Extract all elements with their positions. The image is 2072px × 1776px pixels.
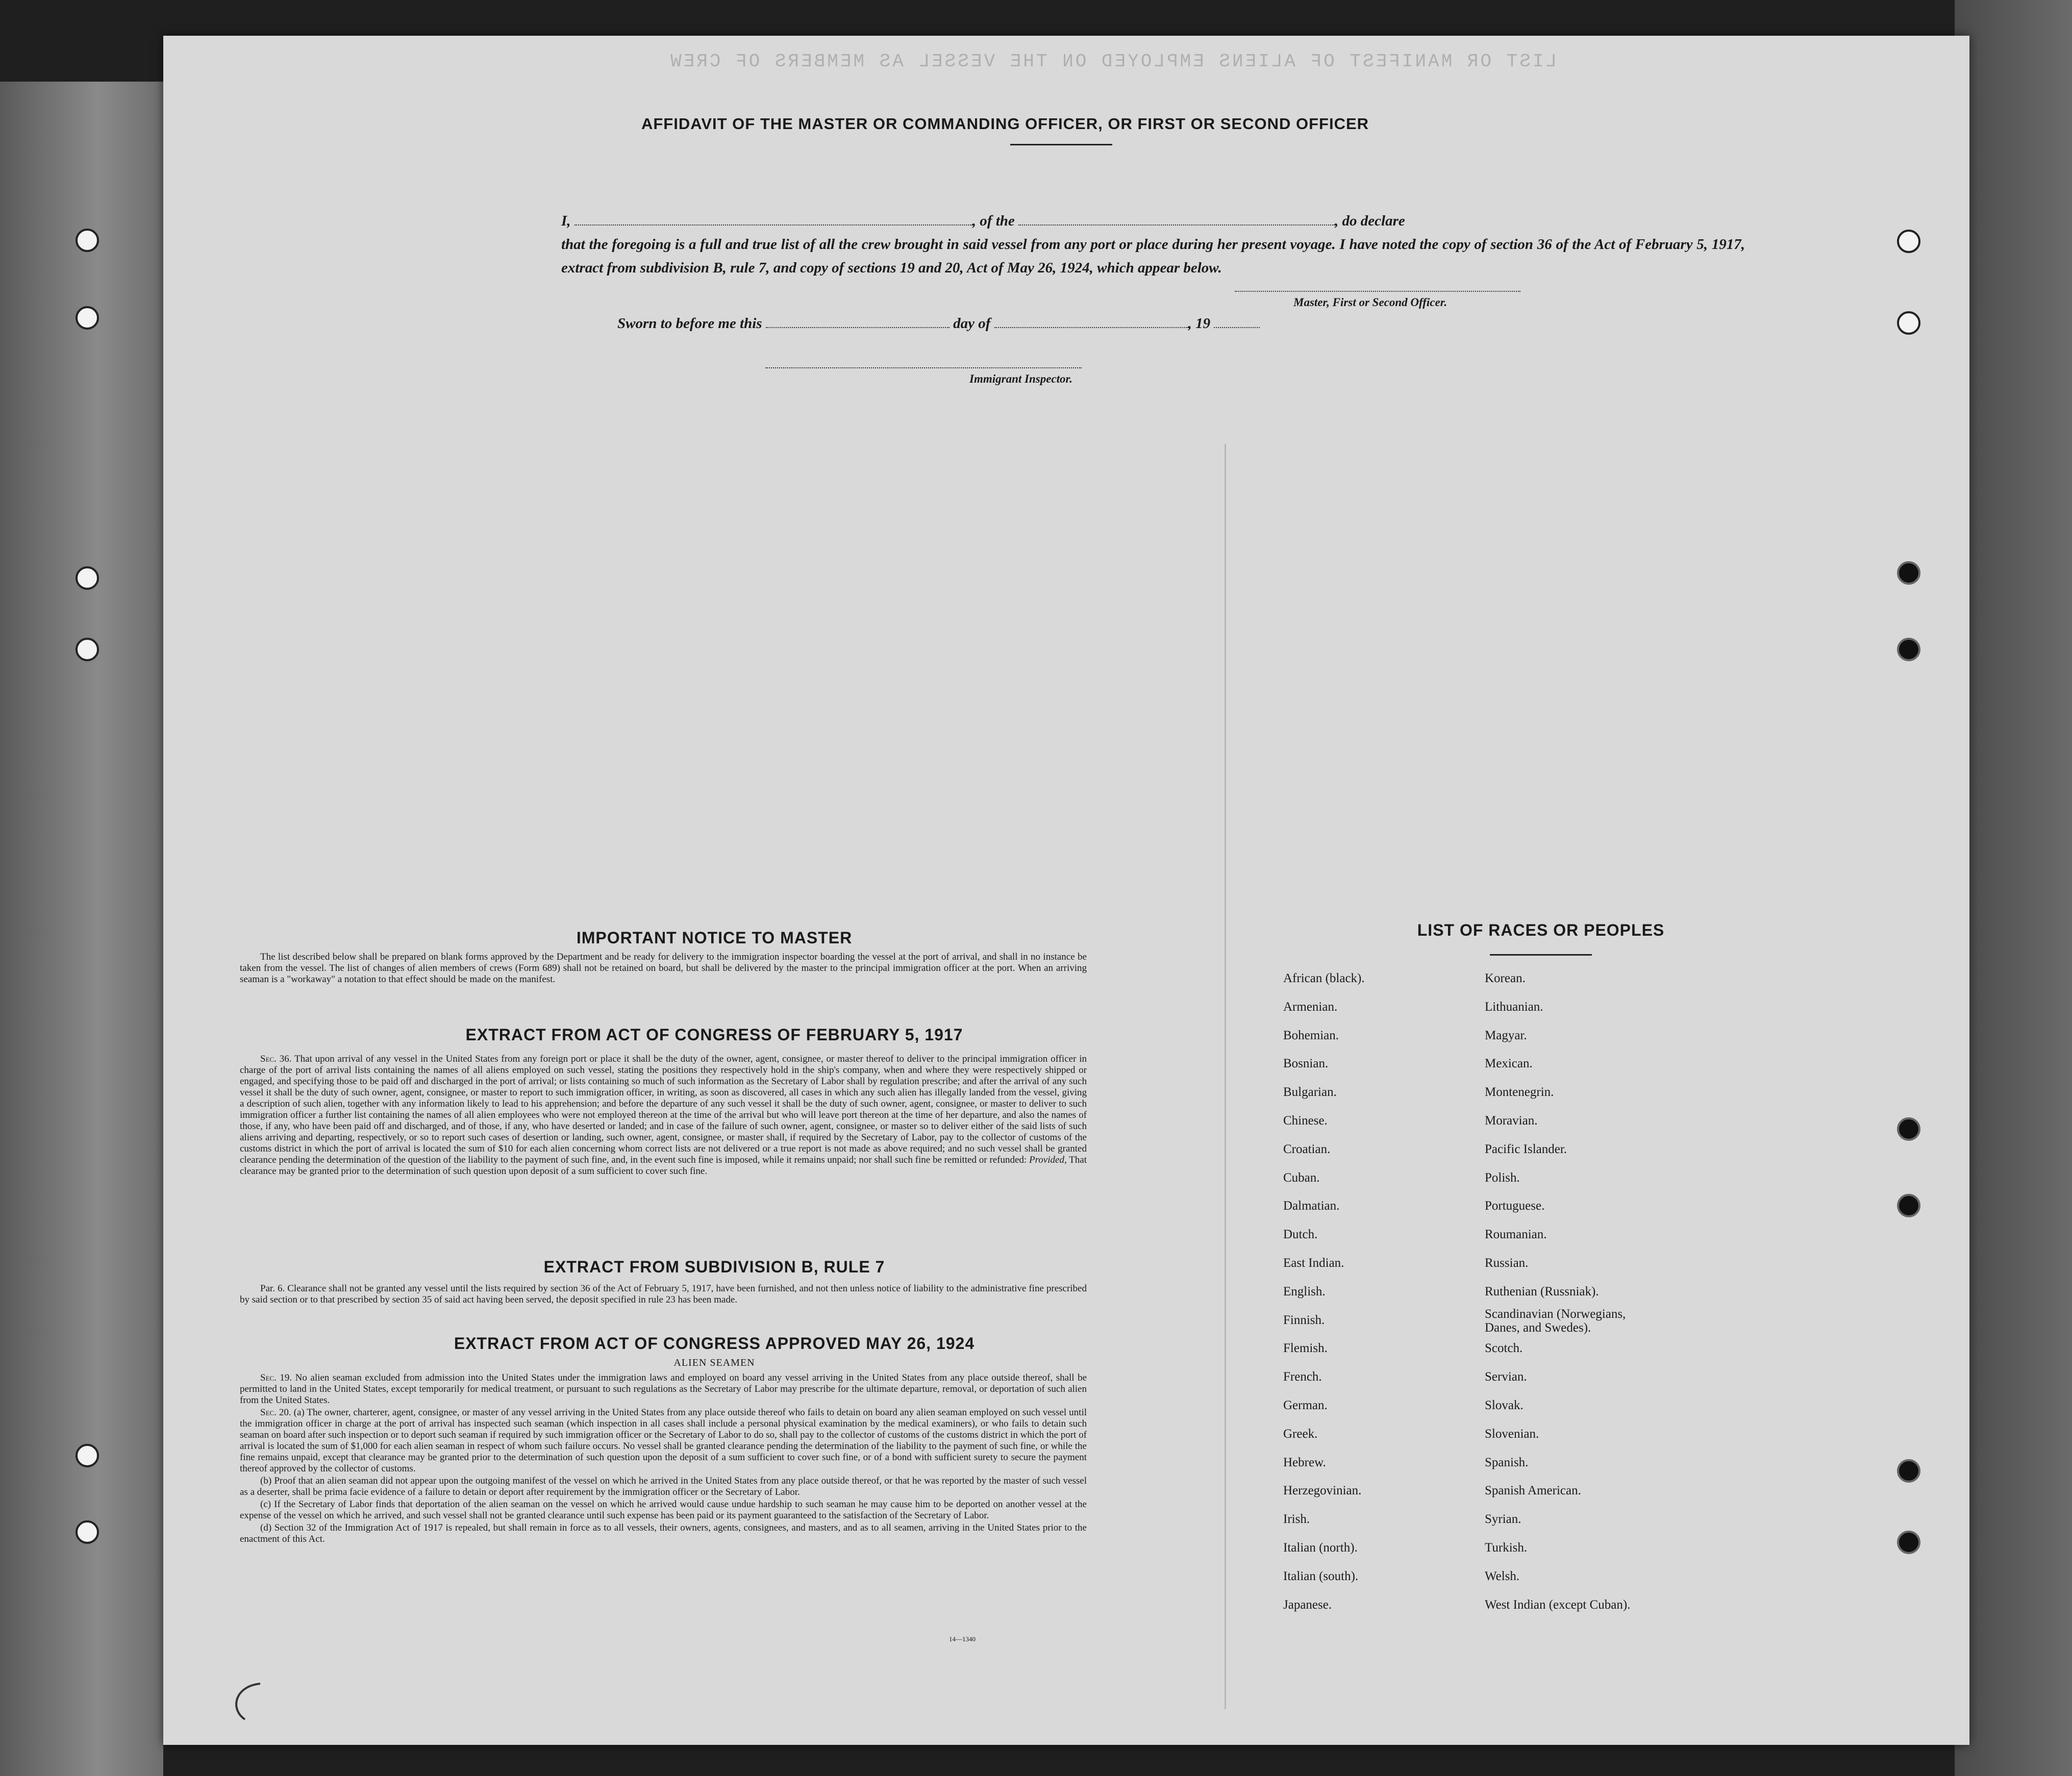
punch-hole — [1897, 311, 1920, 335]
declaration-body: that the foregoing is a full and true list of all the crew brought in said vessel from any port or place during her present voyage. I have noted the copy of section 36 of the Act of February 5, 1917, extract from subdivision B, rule 7, and copy of sections 19 and 20, Act of May 26, 1924, which appear below. — [561, 236, 1745, 276]
punch-hole — [1897, 1531, 1920, 1554]
alien-seamen-subtitle: ALIEN SEAMEN — [673, 1357, 755, 1368]
races-title: LIST OF RACES OR PEOPLES — [1417, 921, 1665, 939]
race-item: Mexican. — [1485, 1057, 1533, 1071]
punch-hole — [76, 638, 99, 661]
race-item: African (black). — [1283, 971, 1365, 985]
race-item: Italian (north). — [1283, 1540, 1358, 1555]
race-item: Montenegrin. — [1485, 1085, 1554, 1099]
race-item: East Indian. — [1283, 1256, 1344, 1270]
race-item: Scandinavian (Norwegians, Danes, and Swedes). — [1485, 1307, 1626, 1335]
race-item: Armenian. — [1283, 999, 1338, 1014]
race-item: Roumanian. — [1485, 1228, 1547, 1242]
scanner-edge — [1955, 0, 2072, 1776]
extract-1924-text — [240, 1372, 1087, 1546]
punch-hole — [1897, 561, 1920, 585]
vessel-blank[interactable] — [1018, 211, 1335, 226]
race-item: German. — [1283, 1398, 1328, 1412]
race-item: Syrian. — [1485, 1512, 1521, 1527]
rule7-text — [240, 1283, 1087, 1307]
sec-19-text: No alien seaman excluded from admission into the United States under the immigration laws and employed on board any vessel arriving in the United States from any place outside thereof, shall be permitted to land in the United States, except temporarily for medical treatment, or pursuant to such regulations as the Secretary of Labor may prescribe for the ultimate departure, removal, or deportation of such alien from the United States. — [240, 1372, 1087, 1406]
page-fold — [1225, 444, 1226, 1709]
race-item: Italian (south). — [1283, 1569, 1359, 1583]
inspector-signature-line[interactable] — [765, 367, 1082, 368]
declaration-i: I, — [561, 213, 571, 229]
sworn-prefix: Sworn to before me this — [617, 315, 762, 332]
extract-1917-title: EXTRACT FROM ACT OF CONGRESS OF FEBRUARY 5, 1917 — [465, 1025, 963, 1044]
inspector-label: Immigrant Inspector. — [969, 372, 1072, 385]
race-item: Chinese. — [1283, 1113, 1328, 1128]
race-item: Slovenian. — [1485, 1427, 1539, 1441]
pen-mark-icon — [224, 1679, 270, 1724]
race-item: French. — [1283, 1370, 1322, 1384]
bleed-through-heading: LIST OR MANIFEST OF ALIENS EMPLOYED ON THE VESSEL AS MEMBERS OF CREW — [668, 51, 1557, 72]
notice-title: IMPORTANT NOTICE TO MASTER — [576, 929, 853, 947]
race-item: Bulgarian. — [1283, 1085, 1337, 1099]
sec-19-label: Sec. 19. — [260, 1372, 292, 1383]
race-item: Servian. — [1485, 1370, 1527, 1384]
race-item: Spanish American. — [1485, 1484, 1581, 1498]
punch-hole — [1897, 1459, 1920, 1483]
race-item: Moravian. — [1485, 1113, 1538, 1128]
race-item: Dalmatian. — [1283, 1199, 1340, 1213]
sec-36-text: That upon arrival of any vessel in the United States from any foreign port or place it shall be the duty of the owner, agent, consignee, or master thereof to deliver to the principal immigration officer in charge of the port of arrival lists containing the names of all aliens employed on such vessel, stating the positions they respectively hold in the ship's company, when and where they were respectively shipped or engaged, and specifying those to be paid off and discharged in the port of arrival; or lists containing so much of such information as the Secretary of Labor shall by regulation prescribe; and after the arrival of any such vessel it shall be the duty of such owner, agent, consignee, or master to report to such immigration officer, in writing, as soon as discovered, all cases in which any such alien has illegally landed from the vessel, giving a description of such alien, together with any information likely to lead to his apprehension; and before the departure of any such vessel it shall be the duty of such owner, agent, consignee, or master to deliver to such immigration officer a further list containing the names of all alien employees who were not employed thereon at the time of the arrival but who will leave port thereon at the time of her departure, and also the names of those, if any, who have been paid off and discharged, and of those, if any, who have deserted or landed; and in case of the failure of such owner, agent, consignee, or master so to deliver either of the said lists of such aliens arriving and departing, respectively, or so to report such cases of desertion or landing, such owner, agent, consignee, or master shall, if required by the Secretary of Labor, pay to the collector of customs of the customs district in which the port of arrival is located the sum of $10 for each alien concerning whom correct lists are not delivered or a true report is not made as above required; and no such vessel shall be granted clearance pending the determination of the question of the liability to the payment of such fine, and, in the event such fine is imposed, while it remains unpaid; nor shall such fine be remitted or refunded: — [240, 1054, 1087, 1165]
rule7-paragraph: Par. 6. Clearance shall not be granted any vessel until the lists required by section 36 of the Act of February 5, 1917, have been furnished, and not then unless notice of liability to the administrative fine prescribed by said section or to that prescribed by section 35 of said act having been served, the deposit specified in rule 23 has been made. — [240, 1283, 1087, 1305]
race-item: Portuguese. — [1485, 1199, 1545, 1213]
race-item: Hebrew. — [1283, 1455, 1326, 1469]
declaration-end: , do declare — [1335, 213, 1405, 229]
race-item: Polish. — [1485, 1170, 1520, 1185]
punch-hole — [76, 566, 99, 590]
day-of: day of — [953, 315, 991, 332]
rule7-title: EXTRACT FROM SUBDIVISION B, RULE 7 — [543, 1258, 885, 1276]
sec-20-label: Sec. 20. — [260, 1407, 291, 1418]
race-item: Scotch. — [1485, 1341, 1523, 1356]
master-label: Master, First or Second Officer. — [1293, 296, 1447, 309]
race-item: English. — [1283, 1284, 1326, 1298]
race-item: Croatian. — [1283, 1142, 1331, 1156]
race-item: Russian. — [1485, 1256, 1529, 1270]
document-page — [163, 36, 1969, 1745]
race-item: Ruthenian (Russniak). — [1485, 1284, 1599, 1298]
race-item: Spanish. — [1485, 1455, 1529, 1469]
punch-hole — [76, 306, 99, 330]
race-item: Flemish. — [1283, 1341, 1328, 1356]
race-item: Welsh. — [1485, 1569, 1520, 1583]
sec-36-text-end: That clearance may be granted prior to the determination of such question upon deposit of a sum sufficient to cover such fine. — [240, 1155, 1087, 1177]
punch-hole — [1897, 1194, 1920, 1217]
race-item: Herzegovinian. — [1283, 1484, 1362, 1498]
title-rule — [1010, 144, 1112, 145]
race-item: Pacific Islander. — [1485, 1142, 1567, 1156]
race-item: Bohemian. — [1283, 1028, 1339, 1042]
sec-36-proviso: Provided, — [1029, 1155, 1067, 1165]
sec-36-label: Sec. 36. — [260, 1054, 292, 1064]
punch-hole — [76, 1520, 99, 1544]
sworn-year-blank[interactable] — [1214, 314, 1260, 328]
sec-20c-text: (c) If the Secretary of Labor finds that deportation of the alien seaman on the vessel on which he arrived would cause undue hardship to such seaman he may cause him to be deported on another vessel at the expense of the vessel on which he arrived, and such vessel shall not be granted clearance until such expense has been paid or its payment guaranteed to the satisfaction of the Secretary of Labor. — [240, 1499, 1087, 1521]
race-item: West Indian (except Cuban). — [1485, 1597, 1631, 1612]
race-item: Lithuanian. — [1485, 999, 1543, 1014]
extract-1917-text — [240, 1054, 1087, 1178]
race-item: Korean. — [1485, 971, 1526, 985]
sec-20b-text: (b) Proof that an alien seaman did not appear upon the outgoing manifest of the vessel on which he arrived in the United States from any place outside thereof, or that he was reported by the master of such vessel as a deserter, shall be prima facie evidence of a failure to detain or deport after requirement by the immigration officer or the Secretary of Labor. — [240, 1475, 1087, 1497]
race-item: Magyar. — [1485, 1028, 1527, 1042]
punch-hole — [76, 1444, 99, 1467]
sworn-line — [617, 314, 1260, 332]
declaration-of: , of the — [972, 213, 1015, 229]
race-item: Bosnian. — [1283, 1057, 1329, 1071]
races-title-rule — [1490, 954, 1592, 956]
punch-hole — [1897, 638, 1920, 661]
affidavit-title: AFFIDAVIT OF THE MASTER OR COMMANDING OFFICER, OR FIRST OR SECOND OFFICER — [641, 115, 1369, 133]
notice-text — [240, 952, 1087, 986]
races-col-1 — [1283, 964, 1365, 1619]
race-item: Finnish. — [1283, 1313, 1325, 1327]
race-item: Irish. — [1283, 1512, 1310, 1527]
race-item: Slovak. — [1485, 1398, 1524, 1412]
race-item: Japanese. — [1283, 1597, 1332, 1612]
race-item: Turkish. — [1485, 1540, 1528, 1555]
race-item: Greek. — [1283, 1427, 1318, 1441]
notice-paragraph: The list described below shall be prepared on blank forms approved by the Department and be ready for delivery to the immigration inspector boarding the vessel at the port of arrival, and shall in no instance be taken from the vessel. The list of changes of alien members of crews (Form 689) shall not be retained on board, but shall be delivered by the master to the principal immigration officer at the port. When an arriving seaman is a "workaway" a notation to that effect should be made on the manifest. — [240, 952, 1087, 985]
form-number: 14—1340 — [949, 1635, 976, 1643]
name-blank[interactable] — [575, 211, 972, 226]
race-item: Cuban. — [1283, 1170, 1320, 1185]
sec-20a-text: (a) The owner, charterer, agent, consignee, or master of any vessel arriving in the United States from any place outside thereof who fails to detain on board any alien seaman employed on such vessel until the immigration officer in charge at the port of arrival has inspected such seaman (which inspection in all cases shall include a personal physical examination by the medical examiners), or who fails to detain such seaman on board after such inspection or to deport such seaman if required by such immigration officer or the Secretary of Labor to do so, shall pay to the collector of customs of the customs district in which the port of arrival is located the sum of $1,000 for each alien seaman in respect of whom such failure occurs. No vessel shall be granted clearance pending the determination of the liability to the payment of such fine, or while the fine remains unpaid, except that clearance may be granted prior to the determination of such question upon the deposit of a sum sufficient to cover such fine, or of a bond with sufficient surety to secure the payment thereof approved by the collector of customs. — [240, 1407, 1087, 1474]
affidavit-declaration — [561, 209, 1745, 280]
punch-hole — [1897, 1117, 1920, 1141]
sworn-month-blank[interactable] — [994, 314, 1188, 328]
punch-hole — [76, 229, 99, 252]
sworn-day-blank[interactable] — [766, 314, 950, 328]
races-col-2 — [1485, 964, 1653, 1619]
extract-1924-title: EXTRACT FROM ACT OF CONGRESS APPROVED MAY 26, 1924 — [454, 1334, 975, 1353]
year-prefix: , 19 — [1188, 315, 1211, 332]
race-item: Dutch. — [1283, 1228, 1318, 1242]
punch-hole — [1897, 230, 1920, 253]
master-signature-line[interactable] — [1235, 291, 1520, 292]
sec-20d-text: (d) Section 32 of the Immigration Act of 1917 is repealed, but shall remain in force as to all vessels, their owners, agents, consignees, and masters, and as to all seamen, arriving in the United States prior to the enactment of this Act. — [240, 1522, 1087, 1544]
